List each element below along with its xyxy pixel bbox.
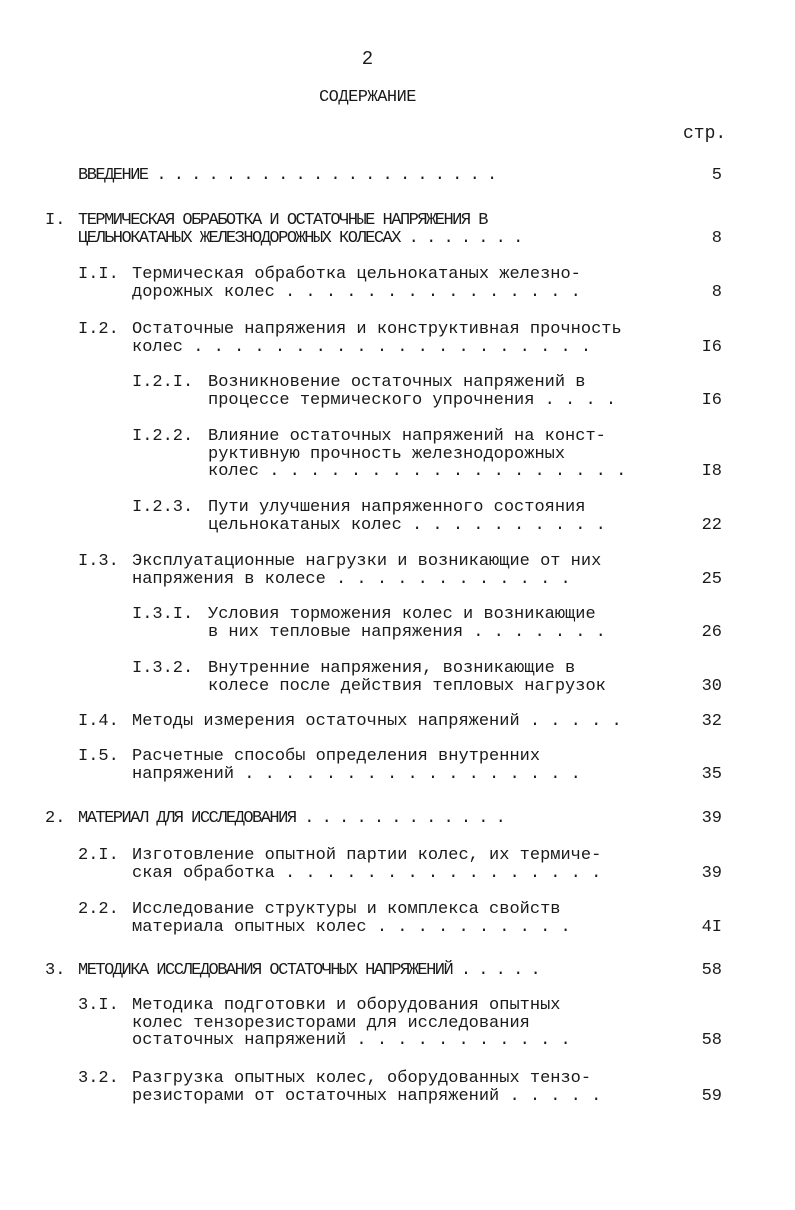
toc-entry-page: 25 (701, 569, 722, 589)
toc-entry-text: колес . . . . . . . . . . . . . . . . . . (208, 462, 627, 481)
toc-entry-page: I8 (701, 462, 722, 481)
toc-entry-text: МАТЕРИАЛ ДЛЯ ИССЛЕДОВАНИЯ . . . . . . . . . . . . (78, 809, 505, 828)
toc-entry-text: ЦЕЛЬНОКАТАНЫХ ЖЕЛЕЗНОДОРОЖНЫХ КОЛЕСАХ . . . . . . . (78, 228, 522, 248)
toc-entry-number: I.3.2. (132, 659, 194, 678)
toc-entry-page: 26 (701, 622, 722, 642)
toc-entry-text: Разгрузка опытных колес, оборудованных тензо- (132, 1069, 592, 1088)
toc-entry-number: I.I. (78, 265, 119, 284)
toc-entry-text: процессе термического упрочнения . . . . (208, 390, 617, 410)
toc-entry-text: ТЕРМИЧЕСКАЯ ОБРАБОТКА И ОСТАТОЧНЫЕ НАПРЯЖЕНИЯ В (78, 211, 487, 230)
toc-entry-page: 59 (701, 1086, 722, 1106)
page-column-label: стр. (683, 124, 727, 144)
toc-entry-text: Эксплуатационные нагрузки и возникающие от них (132, 552, 602, 571)
toc-entry-text: колес . . . . . . . . . . . . . . . . . . . . (132, 337, 592, 357)
toc-entry-page: 22 (701, 515, 722, 535)
toc-entry-text: колесе после действия тепловых нагрузок (208, 676, 606, 696)
toc-entry-text: ВВЕДЕНИЕ . . . . . . . . . . . . . . . . . . . . (78, 166, 496, 185)
toc-entry-text: материала опытных колес . . . . . . . . . . (132, 917, 571, 937)
toc-entry-page: 58 (701, 961, 722, 980)
toc-entry-text: резисторами от остаточных напряжений . . . . . (132, 1086, 602, 1106)
page-title: СОДЕРЖАНИЕ (318, 88, 417, 107)
toc-entry-page: 8 (711, 282, 722, 302)
toc-entry-number: 2. (45, 809, 66, 828)
toc-entry-text: колес тензорезисторами для исследования (132, 1013, 530, 1033)
toc-entry-text: руктивную прочность железнодорожных (208, 444, 566, 464)
toc-entry-number: I.2. (78, 320, 119, 339)
toc-entry-number: I.5. (78, 747, 119, 766)
toc-entry-text: Изготовление опытной партии колес, их термиче- (132, 846, 602, 865)
toc-entry-text: дорожных колес . . . . . . . . . . . . . . . (132, 282, 581, 302)
toc-entry-text: Термическая обработка цельнокатаных железно- (132, 265, 581, 284)
toc-entry-text: Пути улучшения напряженного состояния (208, 498, 586, 517)
toc-entry-page: 30 (701, 676, 722, 696)
toc-entry-text: Условия торможения колес и возникающие (208, 605, 596, 624)
toc-entry-text: цельнокатаных колес . . . . . . . . . . (208, 515, 606, 535)
toc-entry-page: 32 (701, 712, 722, 731)
toc-entry-text: Методы измерения остаточных напряжений . . . . . (132, 712, 622, 731)
toc-entry-text: Остаточные напряжения и конструктивная прочность (132, 320, 622, 339)
toc-entry-page: 35 (701, 764, 722, 784)
toc-entry-text: напряжений . . . . . . . . . . . . . . . . . (132, 764, 581, 784)
toc-entry-number: 2.2. (78, 900, 119, 919)
toc-entry-text: Методика подготовки и оборудования опытных (132, 996, 561, 1015)
toc-entry-text: остаточных напряжений . . . . . . . . . . . (132, 1031, 571, 1050)
toc-entry-number: I.2.3. (132, 498, 194, 517)
toc-entry-number: I.4. (78, 712, 119, 731)
toc-entry-number: I.2.I. (132, 373, 194, 392)
toc-entry-number: I. (45, 211, 66, 230)
toc-entry-text: Внутренние напряжения, возникающие в (208, 659, 576, 678)
toc-entry-text: Влияние остаточных напряжений на конст- (208, 427, 606, 446)
toc-entry-page: 8 (711, 228, 722, 248)
toc-entry-page: 39 (701, 809, 722, 828)
toc-entry-text: Расчетные способы определения внутренних (132, 747, 541, 766)
toc-entry-number: 2.I. (78, 846, 119, 865)
toc-entry-page: I6 (701, 390, 722, 410)
toc-entry-number: I.3.I. (132, 605, 194, 624)
toc-entry-text: Исследование структуры и комплекса свойств (132, 900, 561, 919)
toc-entry-page: 5 (711, 166, 722, 185)
toc-entry-text: ская обработка . . . . . . . . . . . . . . . . (132, 863, 602, 883)
toc-entry-number: 3. (45, 961, 66, 980)
page-number: 2 (361, 48, 374, 70)
toc-entry-number: 3.I. (78, 996, 119, 1015)
toc-entry-page: 4I (701, 917, 722, 937)
toc-entry-page: I6 (701, 337, 722, 357)
toc-entry-page: 39 (701, 863, 722, 883)
toc-entry-text: МЕТОДИКА ИССЛЕДОВАНИЯ ОСТАТОЧНЫХ НАПРЯЖЕНИЙ . . . . . (78, 961, 540, 980)
toc-entry-text: Возникновение остаточных напряжений в (208, 373, 586, 392)
toc-entry-number: I.2.2. (132, 427, 194, 446)
toc-entry-page: 58 (701, 1031, 722, 1050)
toc-entry-text: напряжения в колесе . . . . . . . . . . . . (132, 569, 571, 589)
toc-entry-number: I.3. (78, 552, 119, 571)
toc-entry-number: 3.2. (78, 1069, 119, 1088)
toc-entry-text: в них тепловые напряжения . . . . . . . (208, 622, 606, 642)
